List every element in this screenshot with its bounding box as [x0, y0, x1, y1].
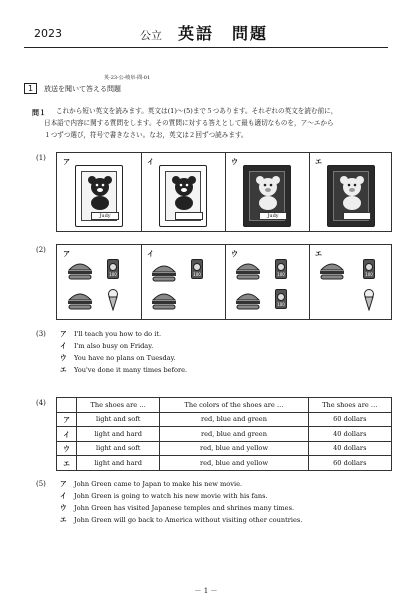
column-header: The shoes are … [308, 398, 391, 413]
bear-icon [166, 172, 202, 212]
choice-row: エ John Green will go back to America without visiting other countries. [60, 516, 303, 524]
column-header: The shoes are … [77, 398, 160, 413]
ice-cream-icon [108, 289, 118, 311]
document-code: 英-23-公-岐阜-問-01 [104, 75, 151, 81]
hamburger-icon [235, 261, 261, 281]
page-title: 英語 問題 [178, 24, 269, 43]
choice-label-a: ア [63, 157, 70, 166]
question-number-1: (1) [36, 154, 46, 162]
book-dark-blank [327, 165, 375, 227]
hamburger-icon [67, 291, 93, 311]
question-number-2: (2) [36, 246, 46, 254]
choice-label-e: エ [315, 249, 322, 258]
choice-row: エ You've done it many times before. [60, 366, 188, 374]
juice-can-icon: 100 [107, 259, 119, 279]
choice-row: イ I'm also busy on Friday. [60, 342, 154, 350]
shoes-table [56, 397, 392, 471]
choice-label-a: ア [63, 249, 70, 258]
choice-row: ウ John Green has visited Japanese temples and shrines many times. [60, 504, 295, 512]
page-number: － 1 － [194, 587, 218, 595]
choice-row: ア John Green came to Japan to make his new movie. [60, 480, 243, 488]
choice-label-e: エ [315, 157, 322, 166]
section-number: 1 [24, 83, 37, 94]
choice-row: ウ You have no plans on Tuesday. [60, 354, 176, 362]
choice-label-i: イ [147, 249, 154, 258]
table-row: ウ light and soft red, blue and yellow 40 dollars [57, 441, 392, 456]
column-header: The colors of the shoes are … [160, 398, 308, 413]
choices-3 [60, 328, 187, 376]
table-row: ア light and soft red, blue and green 60 dollars [57, 412, 392, 427]
question-number-4: (4) [36, 399, 46, 407]
choice-row: イ John Green is going to watch his new movie with his fans. [60, 492, 268, 500]
section-description: 放送を聞いて答える問題 [44, 85, 121, 93]
page-header [24, 20, 388, 48]
book-blank-label [175, 212, 203, 220]
choice-row: ア I'll teach you how to do it. [60, 330, 162, 338]
exam-kind: 公立 [140, 29, 162, 42]
instruction-line-2: 日本語で内容に関する質問をします。その質問に対する答えとして最も適切なものを，ア～エから [44, 119, 334, 127]
book-name-label: Judy [259, 212, 287, 220]
hamburger-icon [151, 263, 177, 283]
question-number-3: (3) [36, 330, 46, 338]
book-name-label: Judy [91, 212, 119, 220]
choice-label-u: ウ [231, 157, 238, 166]
instruction-line-1: これから短い英文を読みます。英文は(1)～(5)まで５つあります。それぞれの英文を読む前に， [56, 107, 338, 115]
table-row: イ light and hard red, blue and green 40 dollars [57, 427, 392, 442]
book-light-blank [159, 165, 207, 227]
bear-icon [334, 172, 370, 212]
book-blank-label [343, 212, 371, 220]
choice-label-u: ウ [231, 249, 238, 258]
choice-label-i: イ [147, 157, 154, 166]
instruction-line-3: １つずつ選び，符号で書きなさい。なお，英文は２回ずつ読みます。 [44, 131, 248, 139]
table-row: エ light and hard red, blue and yellow 60 dollars [57, 456, 392, 471]
question-number-5: (5) [36, 480, 46, 488]
bear-icon [82, 172, 118, 212]
ice-cream-icon [364, 289, 374, 311]
juice-can-icon: 100 [275, 259, 287, 279]
bear-icon [250, 172, 286, 212]
exam-year: 2023 [34, 27, 62, 40]
picture-choices-1 [56, 152, 392, 232]
juice-can-icon: 100 [275, 289, 287, 309]
table-header-row [57, 398, 392, 413]
hamburger-icon [235, 291, 261, 311]
juice-can-icon: 100 [363, 259, 375, 279]
juice-can-icon: 100 [191, 259, 203, 279]
question-label: 問１ [32, 109, 46, 117]
hamburger-icon [67, 261, 93, 281]
picture-choices-2 [56, 244, 392, 320]
choices-5 [60, 478, 302, 526]
hamburger-icon [151, 291, 177, 311]
book-dark-judy [243, 165, 291, 227]
book-light-judy [75, 165, 123, 227]
hamburger-icon [319, 261, 345, 281]
